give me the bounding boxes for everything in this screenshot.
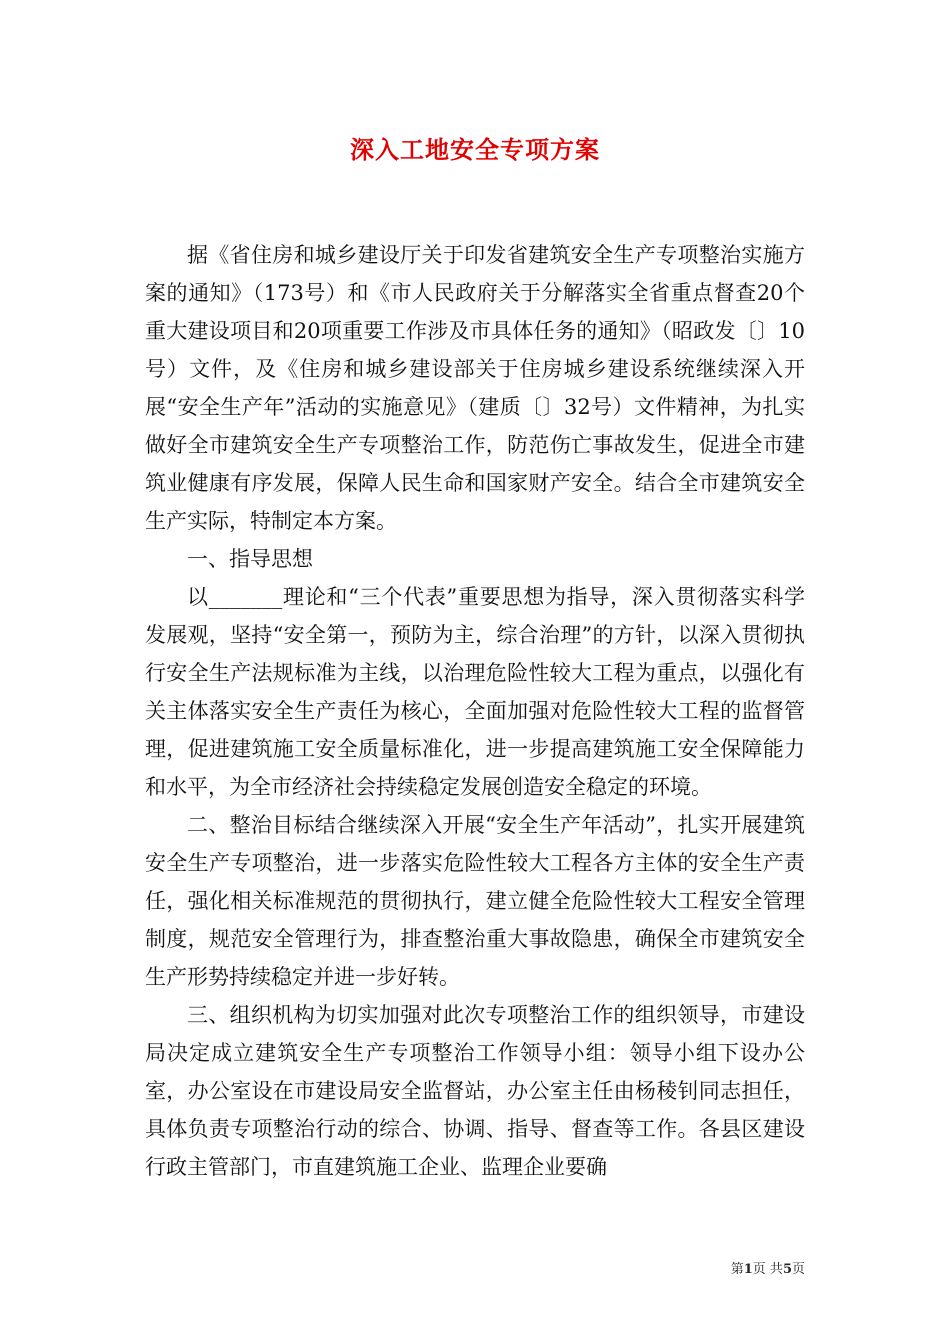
paragraph-guiding-ideology: 以_______理论和“三个代表”重要思想为指导，深入贯彻落实科学发展观，坚持“安全第一，预防为主，综合治理”的方针，以深入贯彻执行安全生产法规标准为主线，以治理危险性较大工程为重点，以强化有关主体落实安全生产责任为核心，全面加强对危险性较大工程的监督管理，促进建筑施工安全质量标准化，进一步提高建筑施工安全保障能力和水平，为全市经济社会持续稳定发展创造安全稳定的环境。 [145,585,805,799]
document-title: 深入工地安全专项方案 [350,135,600,164]
section-heading-guiding-ideology: 一、指导思想 [187,547,313,571]
footer-total-pages: 5 [782,1262,792,1277]
paragraph-organization: 三、组织机构为切实加强对此次专项整治工作的组织领导，市建设局决定成立建筑安全生产专项整治工作领导小组：领导小组下设办公室，办公室设在市建设局安全监督站，办公室主任由杨稜钊同志担任，具体负责专项整治行动的综合、协调、指导、督查等工作。各县区建设行政主管部门，市直建筑施工企业、监理企业要确 [145,1003,805,1179]
document-body [145,236,805,1186]
footer-middle: 页 共 [752,1262,783,1277]
paragraph-intro: 据《省住房和城乡建设厅关于印发省建筑安全生产专项整治实施方案的通知》（173号）和《市人民政府关于分解落实全省重点督查20个重大建设项目和20项重要工作涉及市具体任务的通知》（昭政发〔〕10号）文件，及《住房和城乡建设部关于住房城乡建设系统继续深入开展“安全生产年”活动的实施意见》（建质〔〕32号）文件精神，为扎实做好全市建筑安全生产专项整治工作，防范伤亡事故发生，促进全市建筑业健康有序发展，保障人民生命和国家财产安全。结合全市建筑安全生产实际，特制定本方案。 [145,243,805,533]
paragraph-rectification-goals: 二、整治目标结合继续深入开展“安全生产年活动”，扎实开展建筑安全生产专项整治，进一步落实危险性较大工程各方主体的安全生产责任，强化相关标准规范的贯彻执行，建立健全危险性较大工程安全管理制度，规范安全管理行为，排查整治重大事故隐患，确保全市建筑安全生产形势持续稳定并进一步好转。 [145,813,805,989]
footer-prefix: 第 [730,1262,744,1277]
page-number-footer [731,1258,805,1277]
footer-current-page: 1 [743,1262,753,1277]
footer-suffix: 页 [791,1262,805,1277]
